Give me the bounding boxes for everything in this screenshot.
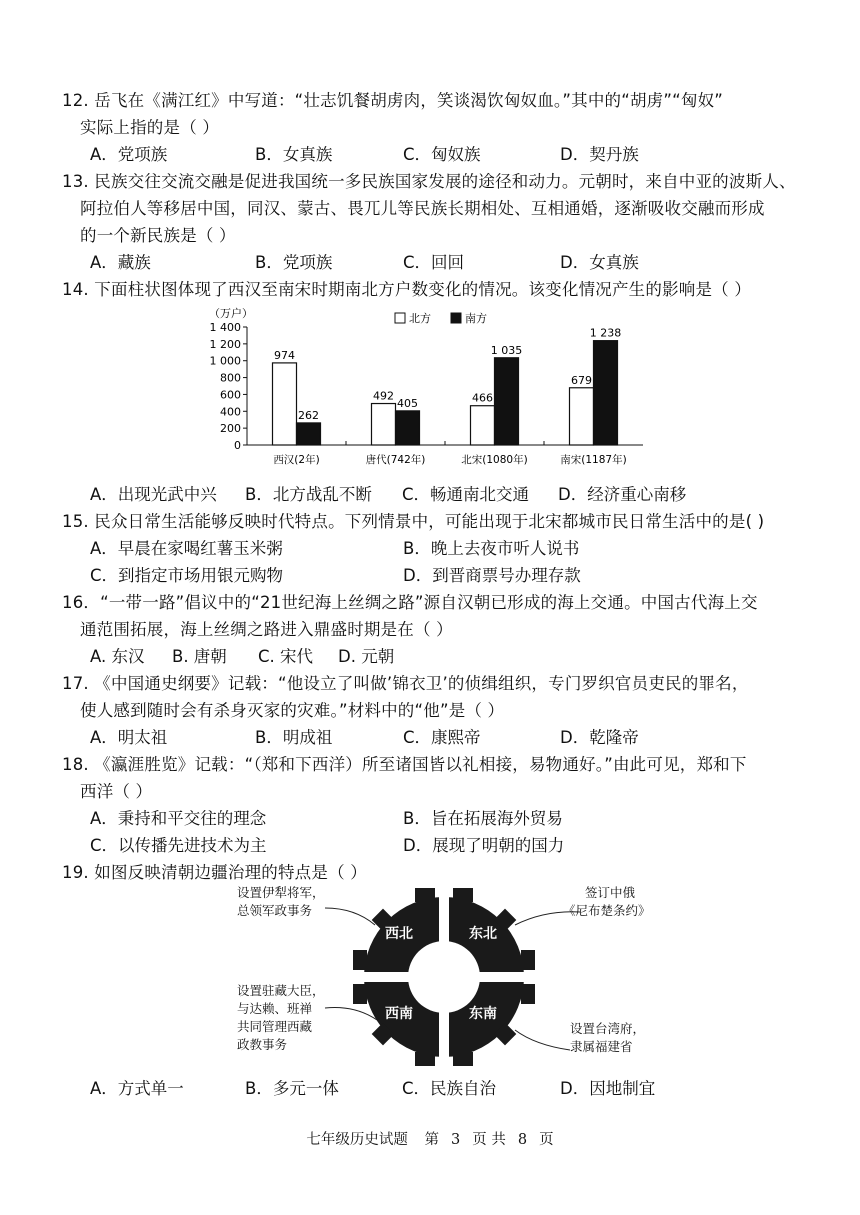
q12-stem-line2: 实际上指的是（ ） [80,118,220,137]
quadrant-label-sw: 西南 [385,1006,413,1022]
nw-note-line2: 总领军政事务 [237,903,313,918]
bar-north-1 [372,404,396,445]
q12-stem-line1: 12. 岳飞在《满江红》中写道：“壮志饥餐胡虏肉，笑谈渴饮匈奴血。”其中的“胡虏”“匈奴” [62,91,724,110]
data-label-north-3: 679 [571,373,592,387]
data-label-south-1: 405 [397,396,418,410]
y-tick-label: 1 000 [209,354,241,368]
sw-note-line2: 与达赖、班禅 [237,1001,313,1016]
data-label-north-0: 974 [274,348,295,362]
q12-option-d[interactable]: D．契丹族 [560,145,639,164]
quadrant-label-ne: 东北 [469,926,497,942]
q17-option-b[interactable]: B．明成祖 [255,728,333,747]
q14-option-a[interactable]: A．出现光武中兴 [90,485,217,504]
se-note-line1: 设置台湾府， [570,1021,646,1036]
q19-option-a[interactable]: A．方式单一 [90,1079,184,1098]
page-footer [0,1128,860,1149]
data-label-south-0: 262 [298,408,319,422]
q15-option-a[interactable]: A．早晨在家喝红薯玉米粥 [90,539,283,558]
bar-south-3 [594,341,618,445]
q17-option-a[interactable]: A．明太祖 [90,728,168,747]
q19-option-d[interactable]: D．因地制宜 [560,1079,656,1098]
footer-page-prefix: 第 [424,1132,440,1148]
data-label-north-1: 492 [373,389,394,403]
y-tick-label: 200 [220,422,241,436]
data-label-south-2: 1 035 [490,343,523,357]
footer-page-total: 8 [517,1132,528,1148]
q18-stem-line2: 西洋（ ） [80,782,153,801]
x-category-label-3: 南宋(1187年) [560,454,627,466]
q16-option-d[interactable]: D. 元朝 [338,647,395,666]
q13-option-b[interactable]: B．党项族 [255,253,333,272]
y-tick-label: 1 200 [209,337,241,351]
q17-stem-line1: 17. 《中国通史纲要》记载：“他设立了叫做’锦衣卫’的侦缉组织，专门罗织官员吏民的罪名， [62,674,749,693]
q16-stem-line2: 通范围拓展，海上丝绸之路进入鼎盛时期是在（ ） [80,620,453,639]
q18-option-d[interactable]: D．展现了明朝的国力 [403,836,565,855]
footer-page-mid: 页 共 [472,1132,506,1148]
households-bar-chart [195,305,655,475]
q14-option-d[interactable]: D．经济重心南移 [558,485,687,504]
q16-option-a[interactable]: A. 东汉 [90,647,145,666]
q19-option-b[interactable]: B．多元一体 [245,1079,339,1098]
q14-option-b[interactable]: B．北方战乱不断 [245,485,372,504]
legend-swatch-north [395,313,405,323]
bar-north-2 [471,406,495,445]
q18-stem-line1: 18. 《瀛涯胜览》记载：“（郑和下西洋）所至诸国皆以礼相接，易物通好。”由此可见，郑和下 [62,755,747,774]
q12-option-c[interactable]: C．匈奴族 [403,145,481,164]
x-category-label-1: 唐代(742年) [365,454,426,466]
x-category-label-0: 西汉(2年) [273,454,320,466]
y-tick-label: 0 [234,439,241,452]
quadrant-label-se: 东南 [469,1006,497,1022]
q15-option-c[interactable]: C．到指定市场用银元购物 [90,566,284,585]
q13-stem-line1: 13. 民族交往交流交融是促进我国统一多民族国家发展的途径和动力。元朝时，来自中亚的波斯人、 [62,172,796,191]
bar-south-0 [297,423,321,445]
ne-note-line1: 签订中俄 [585,885,636,900]
sw-note-line3: 共同管理西藏 [237,1019,313,1034]
bar-north-3 [570,388,594,445]
q17-stem-line2: 使人感到随时会有杀身灭家的灾难。”材料中的“他”是（ ） [80,701,505,720]
q13-stem-line2: 阿拉伯人等移居中国，同汉、蒙古、畏兀儿等民族长期相处、互相通婚，逐渐吸收交融而形成 [80,199,765,218]
y-tick-label: 600 [220,388,241,402]
q13-option-d[interactable]: D．女真族 [560,253,639,272]
data-label-north-2: 466 [472,391,493,405]
se-note-line2: 隶属福建省 [570,1039,633,1054]
q13-option-a[interactable]: A．藏族 [90,253,151,272]
q12-option-b[interactable]: B．女真族 [255,145,333,164]
q16-option-b[interactable]: B. 唐朝 [172,647,227,666]
legend-swatch-south [451,313,461,323]
q18-option-c[interactable]: C．以传播先进技术为主 [90,836,267,855]
legend-label-north: 北方 [409,312,431,325]
quadrant-label-nw: 西北 [385,926,413,942]
footer-page-num: 3 [451,1132,461,1148]
q14-stem-line1: 14. 下面柱状图体现了西汉至南宋时期南北方户数变化的情况。该变化情况产生的影响是（ ） [62,280,752,299]
q13-option-c[interactable]: C．回回 [403,253,465,272]
q13-stem-line3: 的一个新民族是（ ） [80,226,236,245]
y-tick-label: 800 [220,371,241,385]
x-category-label-2: 北宋(1080年) [461,454,528,466]
q17-option-c[interactable]: C．康熙帝 [403,728,481,747]
sw-note-line1: 设置驻藏大臣， [237,983,325,998]
q18-option-b[interactable]: B．旨在拓展海外贸易 [403,809,563,828]
q15-option-d[interactable]: D．到晋商票号办理存款 [403,566,581,585]
q15-option-b[interactable]: B．晚上去夜市听人说书 [403,539,580,558]
q16-stem-line1: 16．“一带一路”倡议中的“21世纪海上丝绸之路”源自汉朝已形成的海上交通。中国古代海上交 [62,593,758,612]
q18-option-a[interactable]: A．秉持和平交往的理念 [90,809,267,828]
bar-south-1 [396,411,420,445]
data-label-south-3: 1 238 [589,326,622,340]
q17-option-d[interactable]: D．乾隆帝 [560,728,639,747]
nw-note-line1: 设置伊犁将军， [237,885,325,900]
footer-page-suffix: 页 [539,1132,554,1148]
footer-subject: 七年级历史试题 [306,1132,408,1148]
q12-option-a[interactable]: A．党项族 [90,145,168,164]
legend-label-south: 南方 [465,312,487,325]
sw-note-line4: 政教事务 [237,1037,288,1052]
bar-south-2 [495,358,519,445]
q15-stem-line1: 15. 民众日常生活能够反映时代特点。下列情景中，可能出现于北宋都城市民日常生活中的是( ) [62,512,765,531]
y-axis-label: （万户） [209,307,253,320]
y-tick-label: 400 [220,405,241,419]
q14-option-c[interactable]: C．畅通南北交通 [402,485,530,504]
y-tick-label: 1 400 [209,321,241,334]
frontier-diagram [225,880,665,1070]
q16-option-c[interactable]: C. 宋代 [258,647,314,666]
q19-option-c[interactable]: C．民族自治 [402,1079,497,1098]
q19-stem-line1: 19. 如图反映清朝边疆治理的特点是（ ） [62,863,367,882]
bar-north-0 [273,363,297,445]
ne-note-line2: 《尼布楚条约》 [563,903,651,918]
